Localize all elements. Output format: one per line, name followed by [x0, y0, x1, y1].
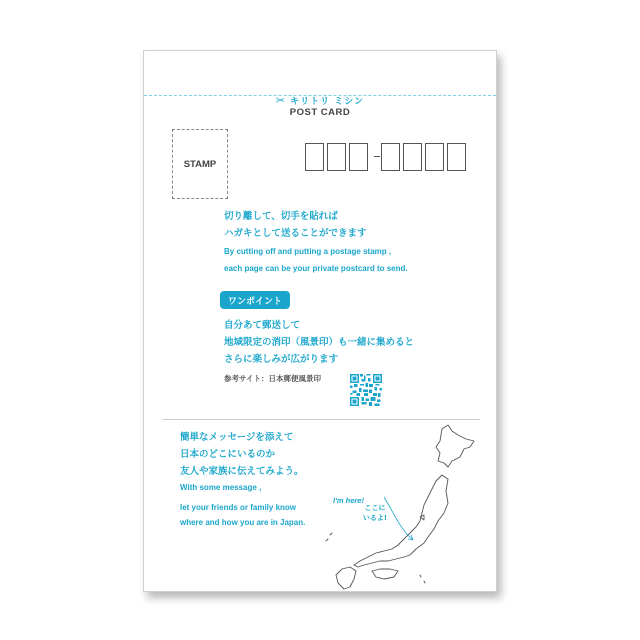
- zipcode-boxes-first: [305, 143, 368, 171]
- shikoku-outline: [372, 569, 398, 579]
- izu-islands: [420, 575, 425, 583]
- message-jp-line: 簡単なメッセージを添えて: [180, 432, 294, 443]
- hokkaido-outline: [436, 425, 474, 467]
- message-jp-line: 日本のどこにいるのか: [180, 449, 276, 460]
- zip-box: [425, 143, 444, 171]
- kyushu-outline: [336, 567, 356, 589]
- message-jp-line: 友人や家族に伝えてみよう。: [180, 466, 304, 477]
- section-divider: [162, 419, 480, 420]
- card-title: POST CARD: [289, 107, 351, 118]
- zip-dash: [374, 156, 380, 157]
- onepoint-line: 地域限定の消印（風景印）も一緒に集めると: [224, 337, 415, 348]
- callout-arrow: [384, 497, 412, 539]
- okinawa-dots: [326, 533, 332, 541]
- zip-box: [447, 143, 466, 171]
- onepoint-line: さらに楽しみが広がります: [224, 354, 339, 365]
- message-en-line: With some message ,: [180, 483, 262, 492]
- zip-box: [381, 143, 400, 171]
- instruction-en-line: each page can be your private postcard to send.: [224, 264, 408, 273]
- zip-box: [349, 143, 368, 171]
- callout-en: I'm here!: [333, 496, 364, 505]
- instruction-jp-line: 切り離して、切手を貼れば: [224, 211, 338, 222]
- reference-site-text: 参考サイト：日本郵便風景印: [224, 374, 321, 383]
- stamp-label: STAMP: [183, 158, 217, 170]
- zip-box: [403, 143, 422, 171]
- message-en-line: let your friends or family know: [180, 502, 297, 512]
- postcard: [143, 50, 497, 592]
- onepoint-line: 自分あて郵送して: [224, 320, 301, 331]
- onepoint-badge: ワンポイント: [220, 291, 290, 309]
- callout-jp-line: いるよ!: [362, 514, 388, 522]
- scissors-icon: ✂: [275, 94, 287, 107]
- instruction-jp-line: ハガキとして送ることができます: [224, 228, 367, 239]
- zipcode-boxes-second: [381, 143, 466, 171]
- onepoint-section: [224, 317, 414, 368]
- callout-jp: [362, 503, 388, 523]
- callout-jp-line: ここに: [364, 504, 386, 512]
- japan-map: [324, 421, 494, 591]
- message-section: [180, 429, 305, 531]
- cut-label: キリトリ ミシン: [290, 97, 365, 107]
- zip-box: [327, 143, 346, 171]
- zip-box: [305, 143, 324, 171]
- qr-code[interactable]: [350, 374, 382, 406]
- instruction-en-line: By cutting off and putting a postage stamp ,: [224, 247, 392, 256]
- instructions-section: [224, 208, 408, 276]
- stamp-box: [172, 129, 228, 199]
- message-en-line: where and how you are in Japan.: [180, 518, 306, 527]
